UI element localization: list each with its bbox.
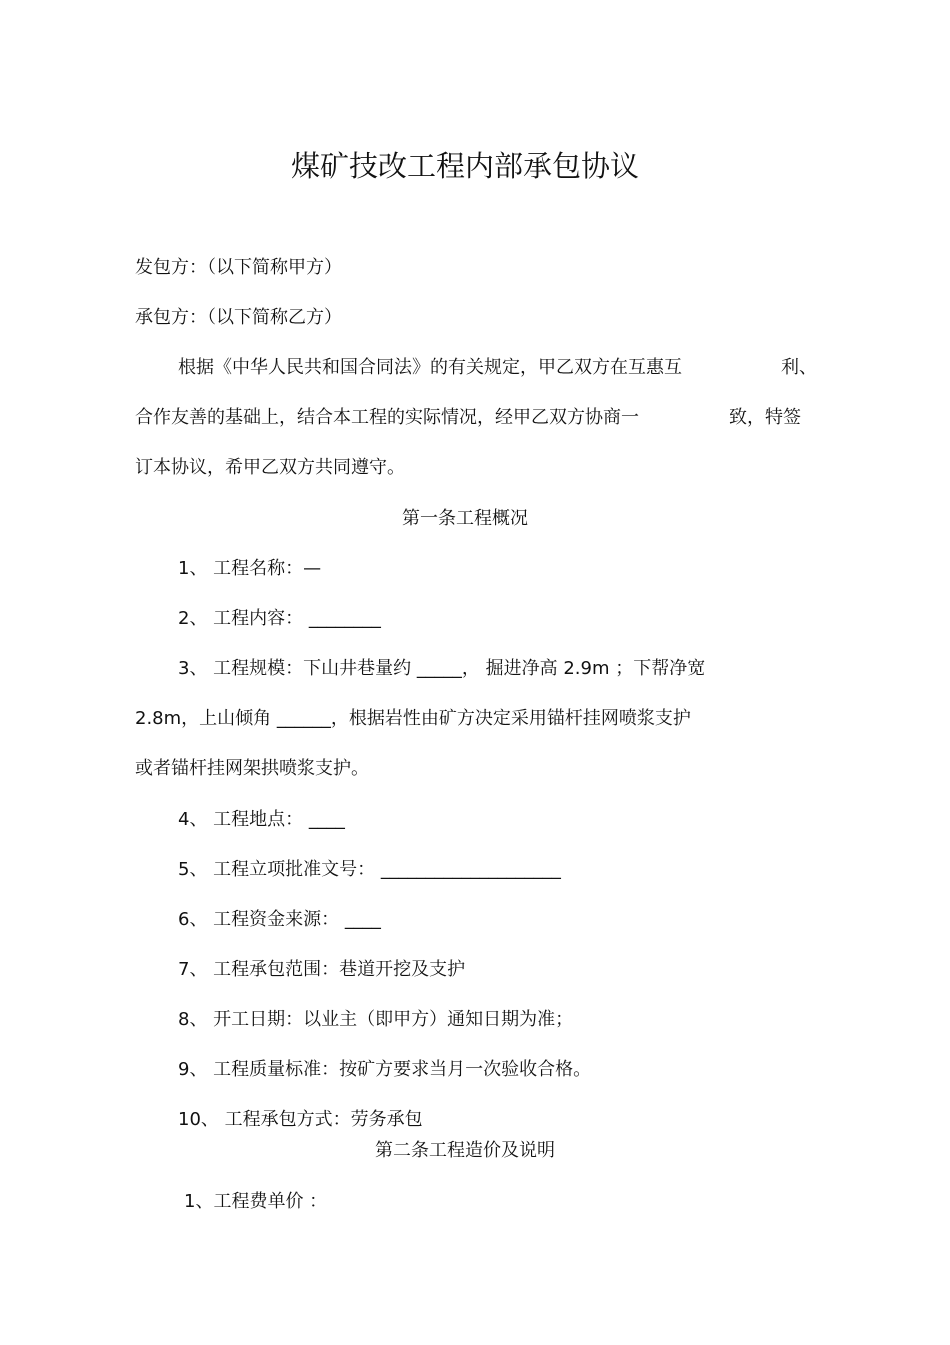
section-1-item-3-line-3: 或者锚杆挂网架拱喷浆支护。 (135, 758, 369, 779)
intro-line-3: 订本协议，希甲乙双方共同遵守。 (135, 457, 405, 478)
section-1-item-9: 9、 工程质量标准：按矿方要求当月一次验收合格。 (178, 1059, 592, 1080)
party-b-line: 承包方：（以下简称乙方） (135, 307, 342, 328)
section-1-item-3-line-2: 2.8m，上山倾角 ______，根据岩性由矿方决定采用锚杆挂网喷浆支护 (135, 708, 691, 729)
party-a-line: 发包方：（以下简称甲方） (135, 257, 342, 278)
section-2-item-1: 1、工程费单价 ： (184, 1191, 328, 1212)
section-1-item-8: 8、 开工日期：以业主（即甲方）通知日期为准； (178, 1009, 574, 1030)
section-1-item-1: 1、 工程名称：— (178, 558, 322, 579)
section-1-item-4: 4、 工程地点： ____ (178, 809, 345, 830)
document-title: 煤矿技改工程内部承包协议 (290, 149, 639, 183)
section-1-item-2: 2、 工程内容： ________ (178, 608, 381, 629)
section-2-heading: 第二条工程造价及说明 (375, 1140, 555, 1161)
section-1-item-6: 6、 工程资金来源： ____ (178, 909, 381, 930)
section-1-heading: 第一条工程概况 (402, 508, 528, 529)
intro-line-1-part-2: 利、 (781, 357, 817, 378)
section-1-item-7: 7、 工程承包范围：巷道开挖及支护 (178, 959, 466, 980)
section-1-item-5: 5、 工程立项批准文号： ____________________ (178, 859, 561, 880)
intro-line-2-part-1: 合作友善的基础上，结合本工程的实际情况，经甲乙双方协商一 (135, 407, 639, 428)
intro-line-2-part-2: 致，特签 (729, 407, 801, 428)
section-1-item-3-line-1: 3、 工程规模：下山井巷量约 _____， 掘进净高 2.9m ；下帮净宽 (178, 658, 706, 679)
section-1-item-10: 10、 工程承包方式：劳务承包 (178, 1109, 423, 1130)
intro-line-1-part-1: 根据《中华人民共和国合同法》的有关规定，甲乙双方在互惠互 (178, 357, 682, 378)
